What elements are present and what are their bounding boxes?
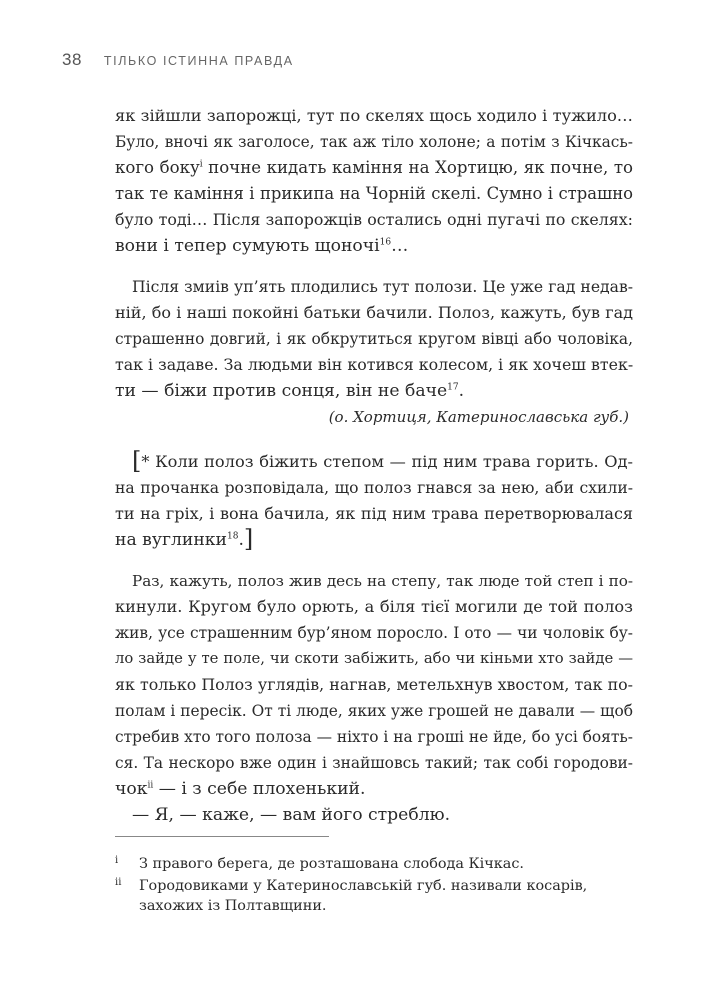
footnote-text: Городовиками у Катеринославській губ. називали косарів, захожих із Полтавщини. bbox=[139, 878, 588, 914]
text-line: чок$^{ii}$ — і з себе плохенький. bbox=[115, 779, 366, 799]
text-line: Раз, кажуть, полоз жив десь на степу, так люде той степ і по- bbox=[132, 572, 633, 590]
open-bracket: [ bbox=[132, 447, 142, 475]
text-line: кинули. Кругом було орють, а біля тієї могили де той полоз bbox=[115, 597, 633, 616]
footnote-i bbox=[115, 854, 633, 874]
text-line: вони і тепер сумують щоночі$^{16}$… bbox=[115, 236, 409, 256]
text-line: страшенно довгий, і як обкрутиться кругом вівці або чоловіка, bbox=[115, 330, 633, 348]
paragraph-1 bbox=[115, 103, 633, 259]
footnote-ref[interactable]: ii bbox=[147, 780, 154, 791]
text-line: на прочанка розповідала, що полоз гнався за нею, аби схили- bbox=[115, 479, 633, 497]
footnote-divider bbox=[115, 836, 329, 837]
text-line: ся. Та нескоро вже один і знайшовсь такий; так собі городови- bbox=[115, 754, 633, 772]
paragraph-2 bbox=[115, 274, 633, 430]
footnote-text: З правого берега, де розташована слобода Кічкас. bbox=[139, 856, 524, 872]
dialogue-line: — Я, — каже, — вам його стреблю. bbox=[132, 805, 451, 825]
text-line: було тоді… Після запорожців остались одні пугачі по скелях: bbox=[115, 210, 633, 229]
text-line: як только Полоз углядів, нагнав, метельхнув хвостом, так по- bbox=[115, 675, 633, 694]
text-line: Після змиів уп’ять плодились тут полози. Це уже гад недав- bbox=[132, 278, 633, 296]
endnote-ref[interactable]: 18 bbox=[227, 531, 239, 542]
page-number: 38 bbox=[62, 50, 82, 69]
text-line: Було, вночі як заголосе, так аж тіло холоне; а потім з Кічкась- bbox=[115, 133, 633, 151]
endnote-ref[interactable]: 16 bbox=[379, 237, 392, 248]
text-line: стребив хто того полоза — ніхто і на гроші не йде, бо усі боять- bbox=[115, 728, 633, 746]
paragraph-4 bbox=[115, 568, 633, 828]
close-bracket: ] bbox=[243, 525, 254, 553]
text-line: так і задаве. За людьми він котився колесом, і як хочеш втек- bbox=[115, 355, 634, 374]
text-line: кого боку$^i$ почне кидать каміння на Хортицю, як почне, то bbox=[115, 158, 633, 177]
source-attribution: (о. Хортиця, Катеринославська губ.) bbox=[328, 408, 629, 426]
page-header bbox=[62, 50, 294, 72]
text-line: [* Коли полоз біжить степом — під ним трава горить. Од- bbox=[132, 447, 633, 475]
text-line: на вуглинки$^{18}$.] bbox=[115, 525, 254, 553]
text-line: ній, бо і наші покойні батьки бачили. Полоз, кажуть, був гад bbox=[115, 303, 633, 322]
footnote-marker: i bbox=[115, 855, 119, 866]
text-line: ти — біжи против сонця, він не бачe$^{17}$. bbox=[115, 381, 465, 401]
footnote-marker: ii bbox=[115, 877, 122, 888]
endnote-ref[interactable]: 17 bbox=[447, 382, 459, 393]
text-line: як зійшли запорожці, тут по скелях щось ходило і тужило… bbox=[115, 106, 633, 125]
text-line: полам і пересік. От ті люде, яких уже грошей не давали — щоб bbox=[115, 702, 633, 720]
text-line: ло зайде у те поле, чи скоти забіжить, або чи кіньми хто зайде — bbox=[115, 650, 633, 667]
paragraph-3-bracketed bbox=[115, 449, 633, 553]
text-line: жив, усе страшенним бур’яном поросло. І ото — чи чоловік бу- bbox=[115, 624, 633, 642]
footnote-ref[interactable]: i bbox=[199, 159, 203, 170]
running-title: ТІЛЬКО ІСТИННА ПРАВДА bbox=[103, 54, 294, 68]
footnote-ii bbox=[115, 876, 633, 916]
text-line: ти на гріх, і вона бачила, як під ним трава перетворювалася bbox=[115, 504, 633, 523]
footnotes bbox=[115, 854, 633, 916]
text-line: так те каміння і прикипа на Чорній скелі. Сумно і страшно bbox=[115, 184, 633, 203]
